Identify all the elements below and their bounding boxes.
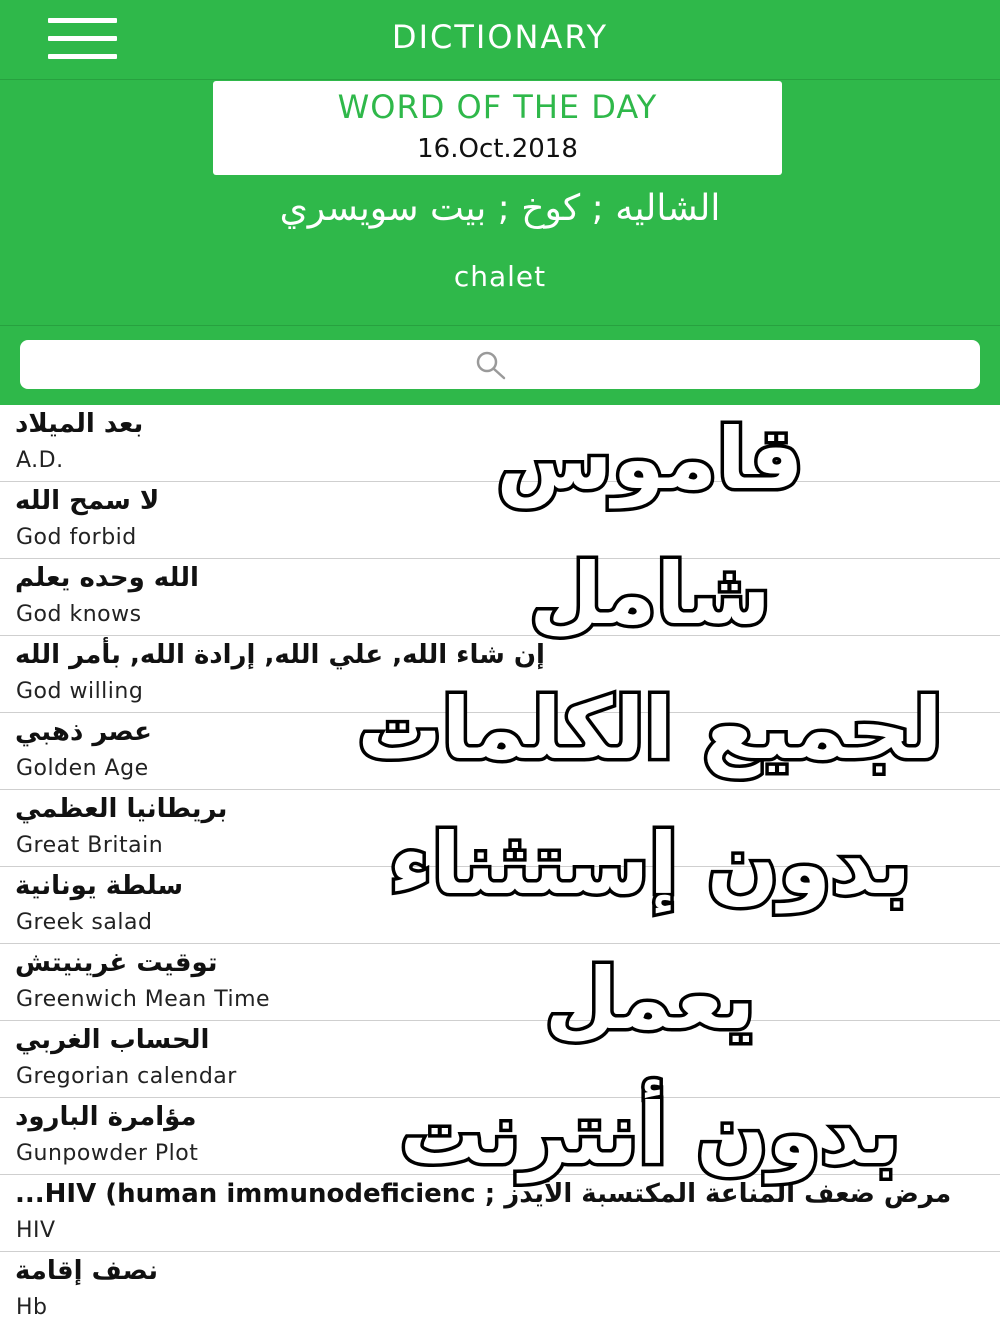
entry-arabic: بريطانيا العظمي xyxy=(15,794,228,824)
list-item[interactable] xyxy=(0,790,1000,867)
top-bar xyxy=(0,0,1000,80)
list-item[interactable] xyxy=(0,944,1000,1021)
entry-arabic: الله وحده يعلم xyxy=(15,563,199,593)
entry-english: God knows xyxy=(16,602,142,627)
entry-english: Greek salad xyxy=(16,910,153,935)
promo-line: شامل xyxy=(529,545,771,643)
word-of-the-day-arabic: الشاليه ; كوخ ; بيت سويسري xyxy=(279,188,721,229)
entry-arabic: لا سمح الله xyxy=(15,486,160,516)
entry-english: A.D. xyxy=(16,448,64,473)
list-item[interactable] xyxy=(0,559,1000,636)
entry-english: Great Britain xyxy=(16,833,164,858)
entry-arabic: إن شاء الله, علي الله, إرادة الله, بأمر الله xyxy=(15,640,545,670)
word-of-the-day-card[interactable] xyxy=(213,81,782,175)
list-item[interactable] xyxy=(0,1175,1000,1252)
promo-line: بدون إستثناء xyxy=(389,815,911,913)
entry-arabic: نصف إقامة xyxy=(15,1256,158,1286)
search-icon xyxy=(474,350,508,380)
list-item[interactable] xyxy=(0,405,1000,482)
entry-english: Golden Age xyxy=(16,756,149,781)
promo-line: بدون أنترنت xyxy=(399,1085,901,1183)
list-item[interactable] xyxy=(0,1252,1000,1329)
word-of-the-day-date: 16.Oct.2018 xyxy=(417,134,578,164)
promo-line: قاموس xyxy=(496,410,804,508)
promo-line: يعمل xyxy=(544,950,756,1048)
word-of-the-day-heading: WORD OF THE DAY xyxy=(337,88,658,126)
word-list xyxy=(0,405,1000,1329)
entry-english: Gregorian calendar xyxy=(16,1064,237,1089)
entry-arabic: الحساب الغربي xyxy=(15,1025,210,1055)
entry-arabic: مرض ضعف المناعة المكتسبة الأيدز ; HIV (human immunodeficienc... xyxy=(15,1179,952,1209)
entry-english: God forbid xyxy=(16,525,137,550)
promo-line: لجميع الكلمات xyxy=(357,680,943,778)
list-item[interactable] xyxy=(0,1021,1000,1098)
entry-english: HIV xyxy=(16,1218,56,1243)
entry-arabic: سلطة يونانية xyxy=(15,871,184,901)
header xyxy=(0,0,1000,325)
entry-english: Gunpowder Plot xyxy=(16,1141,199,1166)
entry-english: God willing xyxy=(16,679,144,704)
app-title: DICTIONARY xyxy=(391,18,609,56)
entry-arabic: بعد الميلاد xyxy=(15,409,144,439)
entry-english: Greenwich Mean Time xyxy=(16,987,271,1012)
list-item[interactable] xyxy=(0,713,1000,790)
entry-arabic: توقيت غرينيتش xyxy=(15,948,218,978)
word-of-the-day-english: chalet xyxy=(453,260,547,293)
list-item[interactable] xyxy=(0,1098,1000,1175)
entry-english: Hb xyxy=(16,1295,48,1320)
list-item[interactable] xyxy=(0,482,1000,559)
entry-arabic: مؤامرة البارود xyxy=(15,1102,197,1132)
list-item[interactable] xyxy=(0,636,1000,713)
entry-arabic: عصر ذهبي xyxy=(15,717,152,747)
list-item[interactable] xyxy=(0,867,1000,944)
